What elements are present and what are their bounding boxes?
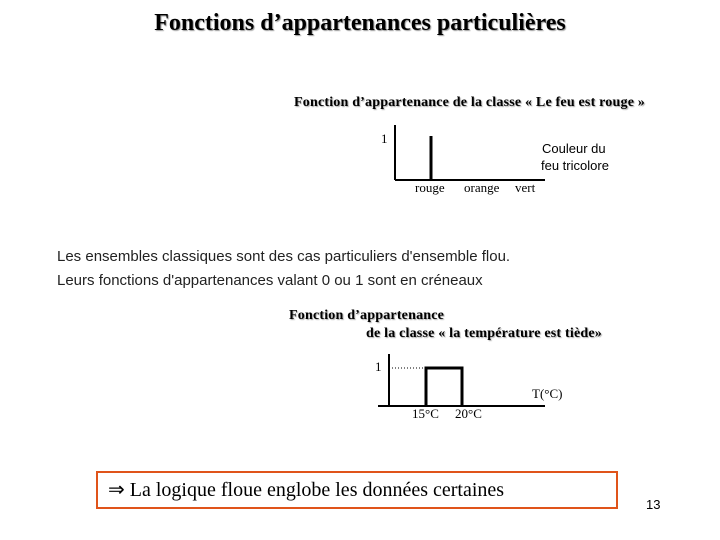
chart2-xlabel: T(°C): [532, 386, 563, 401]
conclusion-text: La logique floue englobe les données certaines: [129, 479, 505, 501]
chart1-xlabel-line1: Couleur du: [542, 141, 606, 156]
chart2-membership-line: [426, 368, 462, 406]
implies-icon: ⇒: [108, 479, 125, 501]
chart1-xlabel-line2: feu tricolore: [541, 158, 609, 173]
chart1-category-rouge: rouge: [415, 180, 445, 195]
paragraph-line1: Les ensembles classiques sont des cas particuliers d'ensemble flou.: [57, 248, 511, 265]
conclusion-box: [96, 471, 618, 509]
chart1-y-tick: 1: [381, 131, 388, 146]
page-number: 13: [646, 497, 661, 512]
chart2-caption-line1: Fonction d’appartenance: [289, 308, 445, 323]
chart2-caption-line2: de la classe « la température est tiède»: [366, 326, 602, 341]
chart2-y-tick: 1: [375, 359, 382, 374]
chart1-caption: Fonction d’appartenance de la classe « Le feu est rouge »: [294, 95, 646, 110]
chart2-tick-15: 15°C: [412, 406, 439, 421]
chart1-category-vert: vert: [515, 180, 536, 195]
chart1-category-orange: orange: [464, 180, 500, 195]
chart2-tick-20: 20°C: [455, 406, 482, 421]
page-title: Fonctions d’appartenances particulières: [154, 10, 566, 36]
paragraph-line2: Leurs fonctions d'appartenances valant 0 ou 1 sont en créneaux: [57, 272, 483, 289]
